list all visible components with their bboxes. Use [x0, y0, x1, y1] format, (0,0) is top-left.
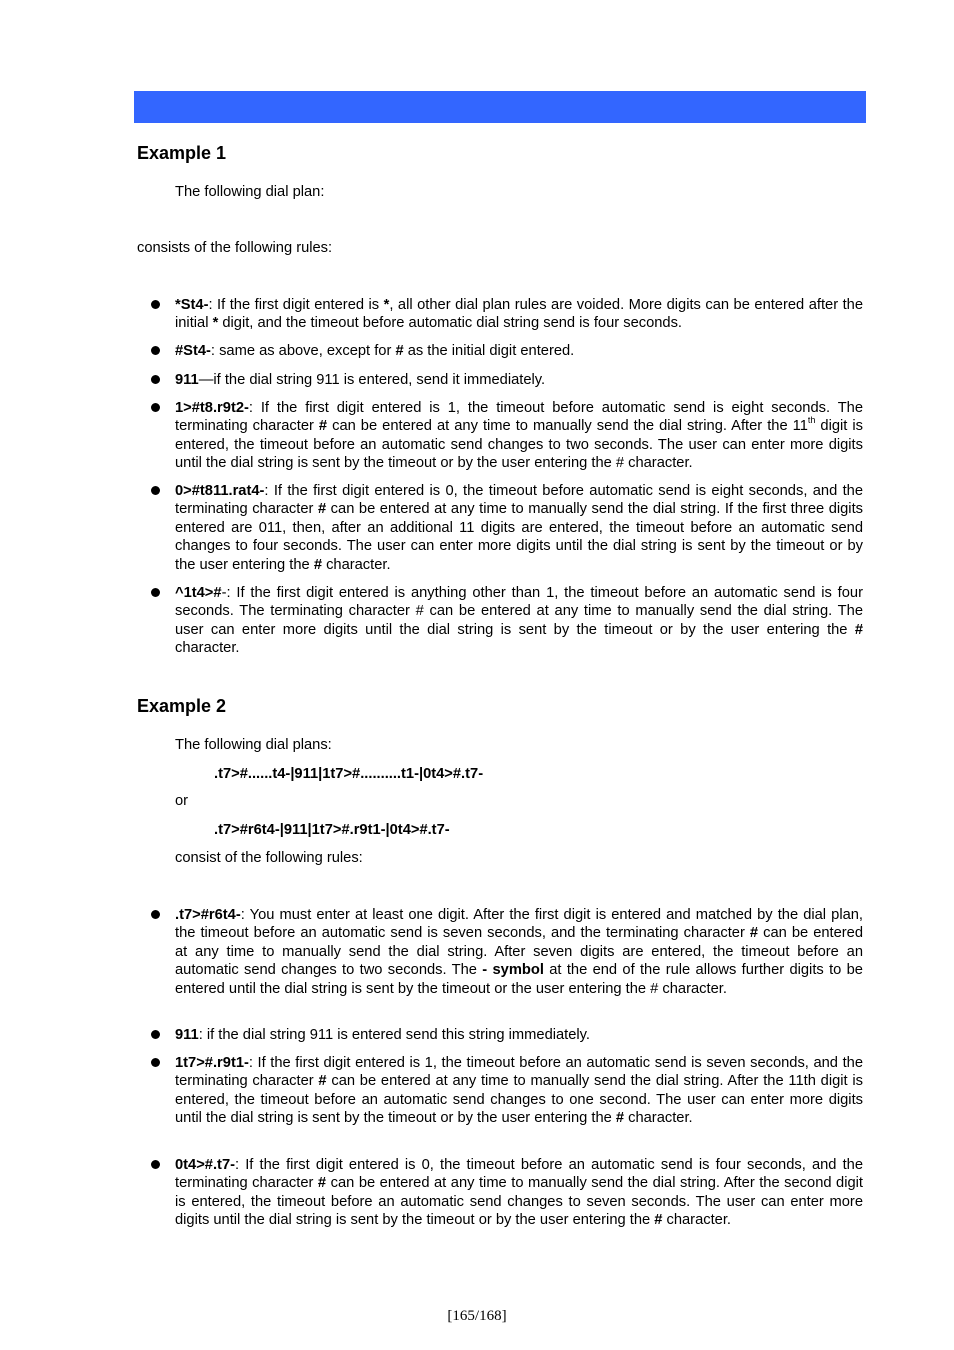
rule-bold-text: # — [854, 621, 863, 638]
rule-text: digit is entered, the timeout before an automatic send changes to two seconds. The user can enter more digits until the dial string is sent by the timeout or by the user entering the # character. — [175, 418, 863, 472]
rule-bold-text: - symbol — [482, 962, 544, 979]
rule-item — [175, 1156, 863, 1230]
rule-bold-text: * — [383, 297, 390, 313]
rule-item — [175, 371, 863, 389]
rule-text: : If the first digit entered is — [208, 297, 384, 313]
rule-bold-text: ^1t4># — [175, 585, 222, 601]
bullet — [151, 588, 160, 597]
bullet — [151, 1160, 160, 1169]
rule-item — [175, 399, 863, 473]
rule-bold-text: # — [749, 925, 759, 942]
rule-text: can be entered at any time to manually send the dial string. After the 11 — [327, 418, 808, 435]
rule-text: at the end of the rule allows further digits to be entered until the dial string is sent by the timeout or the user entering the # character. — [175, 962, 863, 997]
rule-item — [175, 1026, 863, 1044]
rule-bold-text: # — [318, 418, 328, 435]
rule-bold-text: .t7>#r6t4- — [175, 907, 241, 923]
bullet — [151, 486, 160, 495]
rule-bold-text: *St4- — [175, 297, 209, 313]
rule-text: : If the first digit entered is 0, the timeout before an automatic send is four seconds, and the terminating character — [175, 1157, 863, 1192]
bullet — [151, 403, 160, 412]
rule-bold-text: 0>#t811.rat4- — [175, 483, 265, 499]
rule-text: can be entered at any time to manually send the dial string. After the 11th digit is entered, the timeout before an automatic send changes to one second. The user can enter more digits until the dial string is sent by the timeout or by the user entering the — [175, 1073, 863, 1127]
rule-text: : If the first digit entered is 1, the timeout before an automatic send is seven seconds, and the terminating character — [175, 1055, 863, 1090]
rule-bold-text: 1t7>#.r9t1- — [175, 1055, 249, 1071]
rule-text: can be entered at any time to manually send the dial string. If the first three digits entered are 011, then, after an additional 11 digits are entered, the timeout before an automatic send changes to four seconds. The user can enter more digits until the dial string is sent by the timeout or by the user entering the — [175, 501, 863, 573]
dial-plan-b: .t7>#r6t4-|911|1t7>#.r9t1-|0t4>#.t7- — [214, 822, 450, 838]
bullet — [151, 1058, 160, 1067]
rule-bold-text: #St4- — [175, 343, 211, 359]
rule-text: character. — [662, 1212, 731, 1229]
bullet — [151, 300, 160, 309]
section-banner — [134, 91, 866, 123]
rule-text: : same as above, except for — [210, 343, 396, 359]
rule-text: character. — [624, 1110, 693, 1127]
example2-consists: consist of the following rules: — [175, 850, 363, 866]
example1-consists: consists of the following rules: — [137, 240, 333, 256]
example1-heading: Example 1 — [137, 143, 227, 163]
rule-text: -: If the first digit entered is anything other than 1, the timeout before an automatic send is four seconds. The terminating character # can be entered at any time to manually send the dial string. The user can enter more digits until the dial string is sent by the timeout or by the user entering the — [175, 585, 863, 638]
rule-bold-text: 911 — [175, 1027, 199, 1043]
rule-text: : if the dial string 911 is entered send this string immediately. — [198, 1027, 591, 1043]
rule-item — [175, 584, 863, 658]
rule-bold-text: # — [395, 343, 404, 359]
rule-bold-text: 911 — [175, 372, 199, 388]
rule-text: —if the dial string 911 is entered, send it immediately. — [198, 372, 546, 388]
page-number: [165/168] — [447, 1308, 507, 1324]
rule-text: can be entered at any time to manually send the dial string. After seven digits are entered, the timeout before an automatic send changes to two seconds. The — [175, 925, 864, 979]
ordinal-suffix: th — [807, 415, 816, 426]
rule-text: : You must enter at least one digit. After the first digit is entered and matched by the dial plan, the timeout before an automatic send is seven seconds, and the terminating character — [175, 907, 863, 942]
bullet — [151, 375, 160, 384]
or-text: or — [175, 793, 189, 809]
rule-bold-text: # — [313, 556, 322, 573]
rule-text: character. — [175, 640, 240, 657]
dial-plan-a: .t7>#......t4-|911|1t7>#..........t1-|0t4>#.t7- — [214, 766, 484, 782]
rule-bold-text: * — [212, 315, 219, 332]
rule-item — [175, 1054, 863, 1128]
rule-bold-text: # — [317, 501, 327, 518]
rule-item — [175, 906, 863, 998]
rule-item — [175, 296, 863, 333]
example2-heading: Example 2 — [137, 696, 227, 716]
rule-text: : If the first digit entered is 1, the timeout before automatic send is eight seconds. The terminating character — [175, 400, 863, 435]
rule-bold-text: # — [654, 1212, 663, 1229]
rule-text: digit, and the timeout before automatic dial string send is four seconds. — [218, 315, 683, 332]
example1-intro: The following dial plan: — [175, 184, 325, 200]
rule-text: can be entered at any time to manually send the dial string. After the second digit is entered, the timeout before an automatic send changes to seven seconds. The user can enter more digits until the dial string is sent by the timeout or by the user entering the — [175, 1175, 863, 1229]
rule-bold-text: # — [317, 1175, 327, 1192]
rule-item — [175, 482, 863, 574]
rule-item — [175, 342, 863, 360]
rule-text: : If the first digit entered is 0, the timeout before automatic send is eight seconds, and the terminating character — [175, 483, 863, 518]
rule-text: character. — [321, 556, 391, 573]
rule-bold-text: # — [318, 1073, 327, 1090]
example2-intro: The following dial plans: — [175, 737, 332, 753]
rule-bold-text: 1>#t8.r9t2- — [175, 400, 249, 416]
rule-text: as the initial digit entered. — [403, 343, 575, 359]
rule-bold-text: # — [615, 1110, 625, 1127]
rule-bold-text: 0t4>#.t7- — [175, 1157, 236, 1173]
rule-text: , all other dial plan rules are voided. More digits can be entered after the initial — [175, 297, 864, 332]
bullet — [151, 1030, 160, 1039]
bullet — [151, 346, 160, 355]
bullet — [151, 910, 160, 919]
